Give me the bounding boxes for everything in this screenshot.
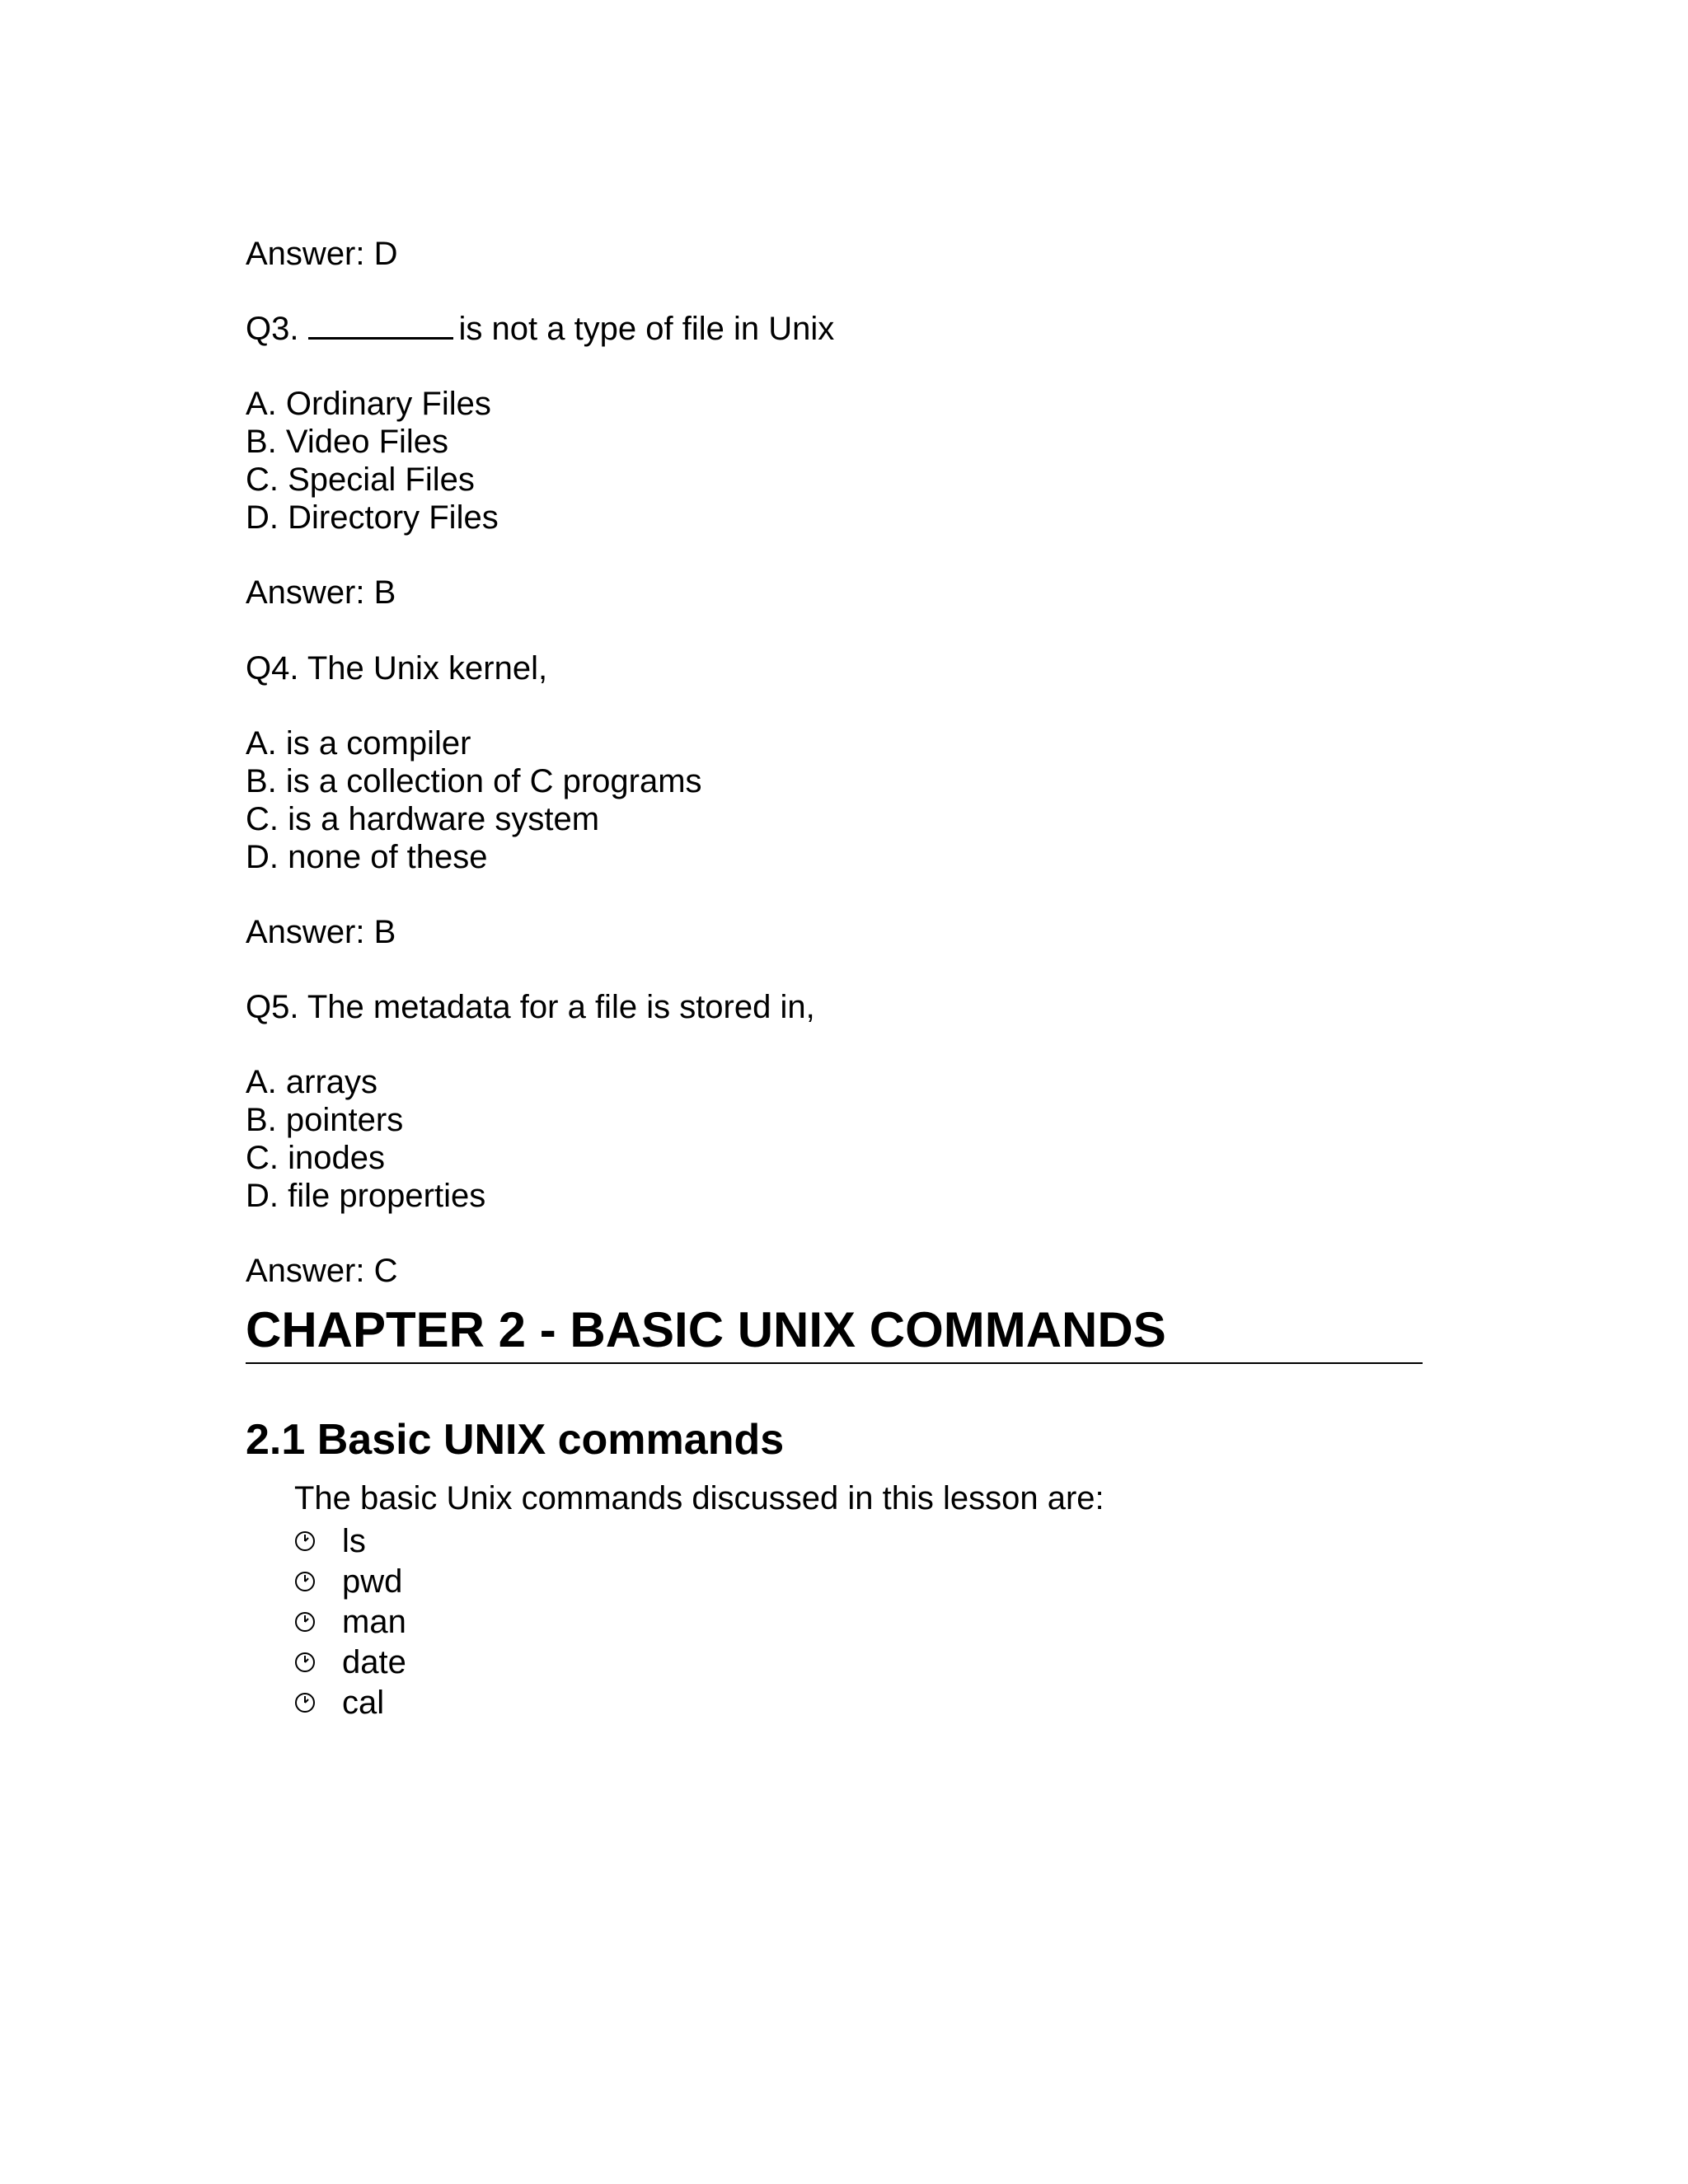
list-item: [294, 1642, 406, 1682]
clock-icon: [294, 1530, 316, 1552]
command-name: pwd: [342, 1563, 403, 1600]
question-q3-suffix: is not a type of file in Unix: [458, 311, 835, 347]
option-q4-a: A. is a compiler: [246, 725, 471, 762]
list-item: [294, 1521, 406, 1561]
question-q5: Q5. The metadata for a file is stored in,: [246, 989, 815, 1025]
clock-icon: [294, 1611, 316, 1633]
list-item: [294, 1601, 406, 1642]
section-intro: The basic Unix commands discussed in this lesson are:: [294, 1480, 1104, 1516]
option-q5-a: A. arrays: [246, 1064, 378, 1100]
chapter-divider: [246, 1362, 1423, 1364]
list-item: [294, 1682, 406, 1722]
option-q5-b: B. pointers: [246, 1102, 404, 1138]
option-q3-d: D. Directory Files: [246, 499, 499, 536]
command-name: ls: [342, 1522, 366, 1559]
option-q4-d: D. none of these: [246, 839, 488, 875]
clock-icon: [294, 1652, 316, 1673]
answer-q3: Answer: B: [246, 574, 396, 611]
clock-icon: [294, 1571, 316, 1592]
answer-q2: Answer: D: [246, 236, 398, 272]
fill-in-blank: [308, 312, 453, 340]
command-name: cal: [342, 1684, 385, 1721]
answer-q4: Answer: B: [246, 914, 396, 950]
answer-q5: Answer: C: [246, 1253, 398, 1289]
option-q4-c: C. is a hardware system: [246, 801, 600, 837]
command-name: date: [342, 1643, 406, 1680]
section-title: 2.1 Basic UNIX commands: [246, 1416, 785, 1464]
question-q3: [246, 310, 834, 348]
command-name: man: [342, 1603, 406, 1640]
option-q5-d: D. file properties: [246, 1178, 486, 1214]
question-q4: Q4. The Unix kernel,: [246, 650, 548, 687]
option-q3-c: C. Special Files: [246, 462, 475, 498]
option-q3-b: B. Video Files: [246, 424, 449, 460]
option-q5-c: C. inodes: [246, 1140, 385, 1176]
command-list: [294, 1521, 406, 1722]
option-q3-a: A. Ordinary Files: [246, 386, 491, 422]
option-q4-b: B. is a collection of C programs: [246, 763, 702, 799]
list-item: [294, 1561, 406, 1601]
chapter-title: CHAPTER 2 - BASIC UNIX COMMANDS: [246, 1302, 1166, 1357]
clock-icon: [294, 1692, 316, 1713]
question-q3-prefix: Q3.: [246, 311, 299, 347]
